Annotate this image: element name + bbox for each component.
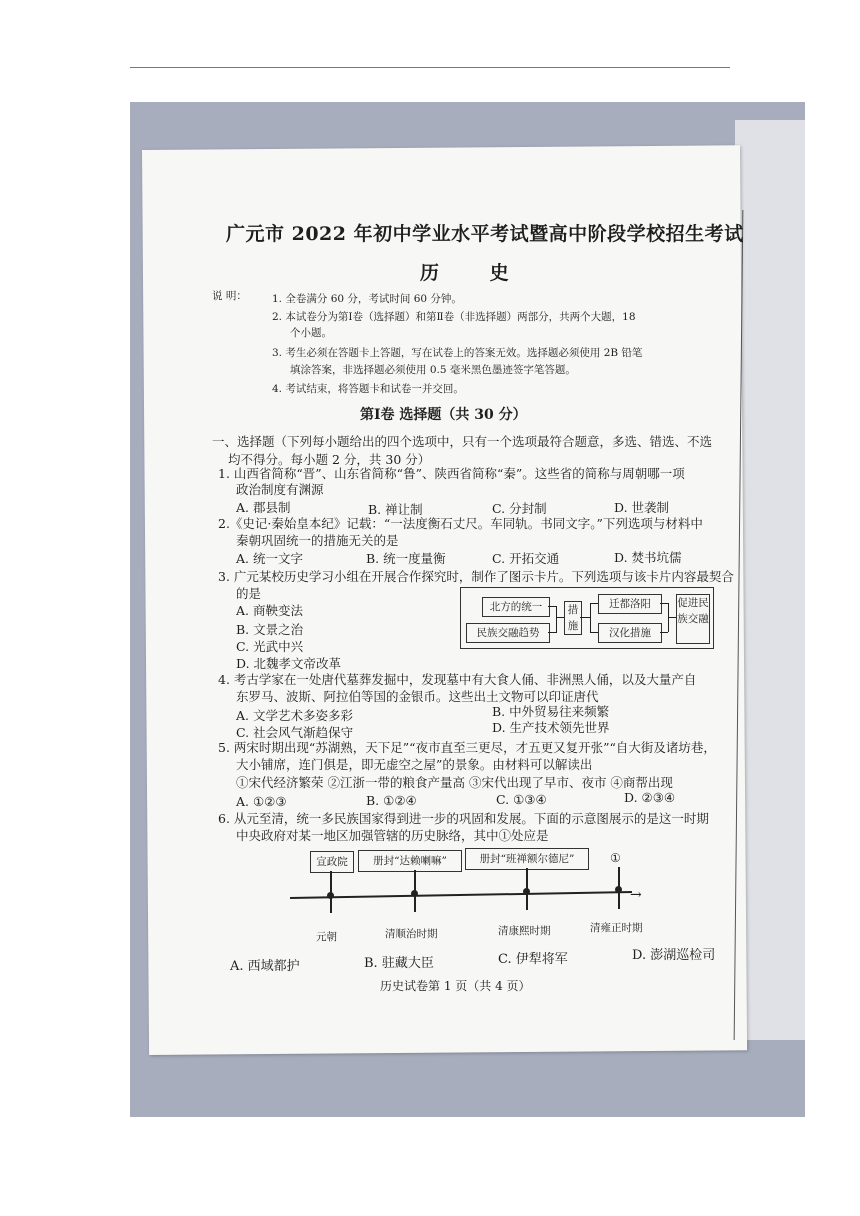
connector xyxy=(556,617,564,618)
connector xyxy=(556,606,557,633)
option-d: D. 澎湖巡检司 xyxy=(632,948,716,963)
option-b: B. 统一度量衡 xyxy=(366,551,446,566)
connector xyxy=(660,603,668,604)
connector xyxy=(590,603,591,632)
card-box-move-capital: 迁都洛阳 xyxy=(598,594,662,614)
timeline-period: 清顺治时期 xyxy=(385,928,438,940)
instruction-item: 4. 考试结束，将答题卡和试卷一并交回。 xyxy=(272,383,464,395)
option-a: A. 统一文字 xyxy=(236,551,303,566)
option-d: D. ②③④ xyxy=(624,790,676,805)
timeline-box-xuanzhengyuan: 宣政院 xyxy=(310,851,354,873)
option-c: C. 伊犁将军 xyxy=(498,952,568,967)
section-title: 第Ⅰ卷 选择题（共 30 分） xyxy=(360,407,527,423)
subject-title: 历 史 xyxy=(420,262,531,284)
option-d: D. 北魏孝文帝改革 xyxy=(236,656,342,671)
connector xyxy=(590,632,598,633)
timeline-dot xyxy=(523,888,530,895)
question-stem: 5. 两宋时期出现“苏湖熟，天下足”“夜市直至三更尽，才五更又复开张”“自大街及诸坊巷， xyxy=(218,740,716,755)
timeline-blank-marker: ① xyxy=(610,851,621,865)
option-c: C. 社会风气渐趋保守 xyxy=(236,725,354,740)
question-materials: ①宋代经济繁荣 ②江浙一带的粮食产量高 ③宋代出现了早市、夜市 ④商帮出现 xyxy=(236,775,673,790)
question-stem: 6. 从元至清，统一多民族国家得到进一步的巩固和发展。下面的示意图展示的是这一时期 xyxy=(218,811,709,826)
card-box-sinicization: 汉化措施 xyxy=(598,623,662,643)
timeline-period: 元朝 xyxy=(316,931,337,943)
option-b: B. 中外贸易往来频繁 xyxy=(492,704,610,719)
instruction-item: 个小题。 xyxy=(290,327,332,339)
option-a: A. ①②③ xyxy=(236,794,287,809)
option-a: A. 商鞅变法 xyxy=(236,603,303,618)
section-intro: 均不得分。每小题 2 分，共 30 分） xyxy=(228,452,431,467)
option-d: D. 生产技术领先世界 xyxy=(492,720,610,735)
instruction-item: 1. 全卷满分 60 分，考试时间 60 分钟。 xyxy=(272,293,462,305)
question-stem: 中央政府对某一地区加强管辖的历史脉络，其中①处应是 xyxy=(236,828,549,843)
option-b: B. ①②④ xyxy=(366,793,417,808)
exam-title: 广元市 2022 年初中学业水平考试暨高中阶段学校招生考试 xyxy=(226,223,744,245)
instruction-item: 2. 本试卷分为第Ⅰ卷（选择题）和第Ⅱ卷（非选择题）两部分，共两个大题，18 xyxy=(272,311,636,323)
option-a: A. 文学艺术多姿多彩 xyxy=(236,708,353,723)
question-stem: 4. 考古学家在一处唐代墓葬发掘中，发现墓中有大食人俑、非洲黑人俑，以及大量产自 xyxy=(218,672,697,687)
timeline-period: 清康熙时期 xyxy=(498,925,551,937)
option-c: C. 分封制 xyxy=(492,501,547,516)
question-stem: 2.《史记·秦始皇本纪》记载：“一法度衡石丈尺。车同轨。书同文字。”下列选项与材料中 xyxy=(218,516,703,531)
timeline-period: 清雍正时期 xyxy=(590,922,643,934)
option-d: D. 世袭制 xyxy=(614,500,670,515)
option-a: A. 西域都护 xyxy=(230,959,300,974)
card-box-integration-trend: 民族交融趋势 xyxy=(466,623,550,643)
option-b: B. 文景之治 xyxy=(236,622,304,637)
card-box-unification: 北方的统一 xyxy=(482,597,550,617)
instruction-item: 填涂答案，非选择题必须使用 0.5 毫米黑色墨迹签字笔答题。 xyxy=(290,364,576,376)
option-b: B. 禅让制 xyxy=(368,502,423,517)
connector xyxy=(590,603,598,604)
timeline-dot xyxy=(327,892,334,899)
instructions-label: 说 明： xyxy=(212,290,247,302)
option-c: C. 光武中兴 xyxy=(236,639,304,654)
timeline-arrow-icon: → xyxy=(630,887,642,903)
connector xyxy=(668,617,676,618)
connector xyxy=(548,606,556,607)
connector xyxy=(660,632,668,633)
option-b: B. 驻藏大臣 xyxy=(364,956,434,971)
timeline-box-dalai: 册封“达赖喇嘛” xyxy=(358,850,462,872)
connector xyxy=(548,632,556,633)
page-footer: 历史试卷第 1 页（共 4 页） xyxy=(380,979,531,993)
question-stem: 秦朝巩固统一的措施无关的是 xyxy=(236,533,399,548)
question-stem: 政治制度有渊源 xyxy=(236,482,324,497)
question-stem: 1. 山西省简称“晋”、山东省简称“鲁”、陕西省简称“秦”。这些省的简称与周朝哪一项 xyxy=(218,466,685,481)
question-stem: 3. 广元某校历史学习小组在开展合作探究时，制作了图示卡片。下列选项与该卡片内容最契合 xyxy=(218,569,734,584)
option-c: C. 开拓交通 xyxy=(492,551,560,566)
option-c: C. ①③④ xyxy=(496,792,547,807)
timeline-dot xyxy=(615,886,622,893)
instruction-item: 3. 考生必须在答题卡上答题，写在试卷上的答案无效。选择题必须使用 2B 铅笔 xyxy=(272,347,643,359)
section-intro: 一、选择题（下列每小题给出的四个选项中，只有一个选项最符合题意，多选、错选、不选 xyxy=(212,434,713,449)
page-top-rule xyxy=(130,67,730,68)
card-box-result: 促进民族交融 xyxy=(676,594,710,644)
timeline-box-panchen: 册封“班禅额尔德尼” xyxy=(465,848,589,870)
option-d: D. 焚书坑儒 xyxy=(614,550,682,565)
connector xyxy=(580,617,590,618)
option-a: A. 郡县制 xyxy=(236,500,291,515)
timeline-dot xyxy=(411,890,418,897)
question-stem: 的是 xyxy=(236,586,262,601)
question-stem: 大小铺席，连门俱是，即无虚空之屋”的景象。由材料可以解读出 xyxy=(236,757,593,772)
card-box-measures: 措施 xyxy=(564,601,582,635)
question-stem: 东罗马、波斯、阿拉伯等国的金银币。这些出土文物可以印证唐代 xyxy=(236,689,599,704)
